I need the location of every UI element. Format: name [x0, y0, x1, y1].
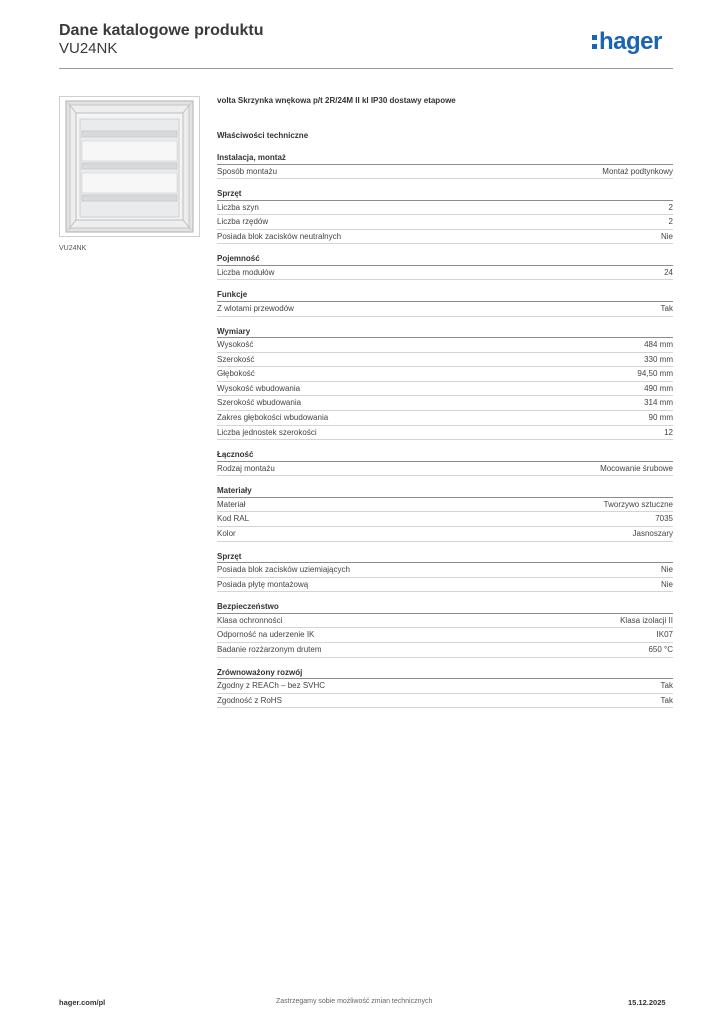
section-heading: Sprzęt	[217, 550, 673, 564]
property-value: Nie	[660, 579, 673, 589]
property-section	[217, 484, 673, 541]
distribution-box-illustration	[60, 97, 199, 236]
property-label: Kod RAL	[217, 514, 250, 524]
property-value: 12	[664, 427, 673, 437]
property-value: Klasa izolacji II	[620, 615, 673, 625]
logo-text: hager	[599, 28, 662, 55]
property-value: 330 mm	[644, 354, 673, 364]
properties-sections	[217, 151, 673, 708]
property-label: Liczba modułów	[217, 267, 275, 277]
property-label: Posiada blok zacisków neutralnych	[217, 231, 342, 241]
product-description: volta Skrzynka wnękowa p/t 2R/24M II kl IP30 dostawy etapowe	[217, 96, 456, 105]
property-section	[217, 252, 673, 280]
property-row	[217, 614, 673, 629]
property-label: Wysokość	[217, 340, 254, 350]
section-heading: Pojemność	[217, 252, 673, 266]
property-section	[217, 288, 673, 316]
property-row	[217, 462, 673, 477]
property-label: Z wlotami przewodów	[217, 303, 294, 313]
section-heading: Wymiary	[217, 325, 673, 339]
property-row	[217, 694, 673, 709]
logo-colon-icon	[592, 35, 597, 49]
section-heading: Materiały	[217, 484, 673, 498]
section-heading: Bezpieczeństwo	[217, 600, 673, 614]
footer-notice: Zastrzegamy sobie możliwość zmian technicznych	[276, 998, 433, 1005]
property-value: IK07	[656, 630, 673, 640]
section-heading: Instalacja, montaż	[217, 151, 673, 165]
property-row	[217, 367, 673, 382]
property-label: Szerokość	[217, 354, 255, 364]
page-title: Dane katalogowe produktu	[59, 22, 264, 39]
property-row	[217, 563, 673, 578]
property-value: Montaż podtynkowy	[602, 166, 673, 176]
header-divider	[59, 68, 673, 69]
product-details	[217, 94, 673, 708]
footer-date: 15.12.2025	[628, 998, 666, 1007]
property-value: Jasnoszary	[632, 529, 673, 538]
property-row	[217, 643, 673, 658]
property-value: 314 mm	[644, 398, 673, 408]
property-value: 2	[668, 217, 673, 227]
property-row	[217, 230, 673, 245]
property-section	[217, 448, 673, 476]
property-label: Wysokość wbudowania	[217, 383, 301, 393]
property-row	[217, 527, 673, 542]
property-label: Materiał	[217, 499, 246, 509]
property-value: 24	[664, 267, 673, 277]
property-label: Badanie rozżarzonym drutem	[217, 644, 322, 654]
property-value: 90 mm	[648, 413, 673, 423]
property-row	[217, 201, 673, 216]
property-value: Tak	[660, 695, 673, 705]
property-row	[217, 628, 673, 643]
property-value: 2	[668, 202, 673, 212]
property-label: Liczba rzędów	[217, 217, 269, 227]
section-heading: Funkcje	[217, 288, 673, 302]
property-row	[217, 215, 673, 230]
property-value: Tak	[660, 303, 673, 313]
property-label: Klasa ochronności	[217, 615, 283, 625]
property-value: Mocowanie śrubowe	[600, 463, 673, 473]
property-label: Posiada płytę montażową	[217, 579, 309, 589]
section-heading: Sprzęt	[217, 187, 673, 201]
property-label: Odporność na uderzenie IK	[217, 630, 315, 640]
hager-logo	[592, 28, 662, 56]
properties-heading: Właściwości techniczne	[217, 131, 309, 140]
product-image	[59, 96, 200, 237]
property-section	[217, 151, 673, 179]
property-label: Posiada blok zacisków uziemiających	[217, 565, 350, 575]
property-label: Liczba szyn	[217, 202, 259, 212]
property-value: Nie	[660, 565, 673, 575]
footer-website: hager.com/pl	[59, 998, 106, 1007]
property-row	[217, 426, 673, 441]
property-label: Szerokość wbudowania	[217, 398, 302, 408]
property-value: Tworzywo sztuczne	[603, 499, 673, 509]
property-row	[217, 396, 673, 411]
property-label: Sposób montażu	[217, 166, 278, 176]
property-value: 7035	[655, 514, 673, 524]
property-value: 490 mm	[644, 383, 673, 393]
property-row	[217, 353, 673, 368]
property-section	[217, 600, 673, 657]
property-row	[217, 411, 673, 426]
property-label: Zakres głębokości wbudowania	[217, 413, 329, 423]
property-label: Zgodność z RoHS	[217, 695, 282, 705]
property-section	[217, 325, 673, 441]
property-row	[217, 302, 673, 317]
property-section	[217, 187, 673, 244]
property-value: Nie	[660, 231, 673, 241]
image-caption: VU24NK	[59, 245, 87, 252]
property-section	[217, 550, 673, 593]
property-label: Kolor	[217, 529, 236, 538]
property-row	[217, 382, 673, 397]
property-row	[217, 338, 673, 353]
product-code: VU24NK	[59, 40, 118, 57]
property-label: Zgodny z REACh – bez SVHC	[217, 681, 326, 691]
property-row	[217, 266, 673, 281]
property-value: Tak	[660, 681, 673, 691]
property-row	[217, 512, 673, 527]
property-value: 94,50 mm	[637, 369, 673, 379]
property-row	[217, 165, 673, 180]
property-row	[217, 679, 673, 694]
property-label: Rodzaj montażu	[217, 463, 275, 473]
property-row	[217, 578, 673, 593]
property-label: Głębokość	[217, 369, 255, 379]
property-value: 484 mm	[644, 340, 673, 350]
property-label: Liczba jednostek szerokości	[217, 427, 317, 437]
property-section	[217, 666, 673, 709]
section-heading: Zrównoważony rozwój	[217, 666, 673, 680]
property-value: 650 °C	[648, 644, 673, 654]
property-row	[217, 498, 673, 513]
section-heading: Łączność	[217, 448, 673, 462]
